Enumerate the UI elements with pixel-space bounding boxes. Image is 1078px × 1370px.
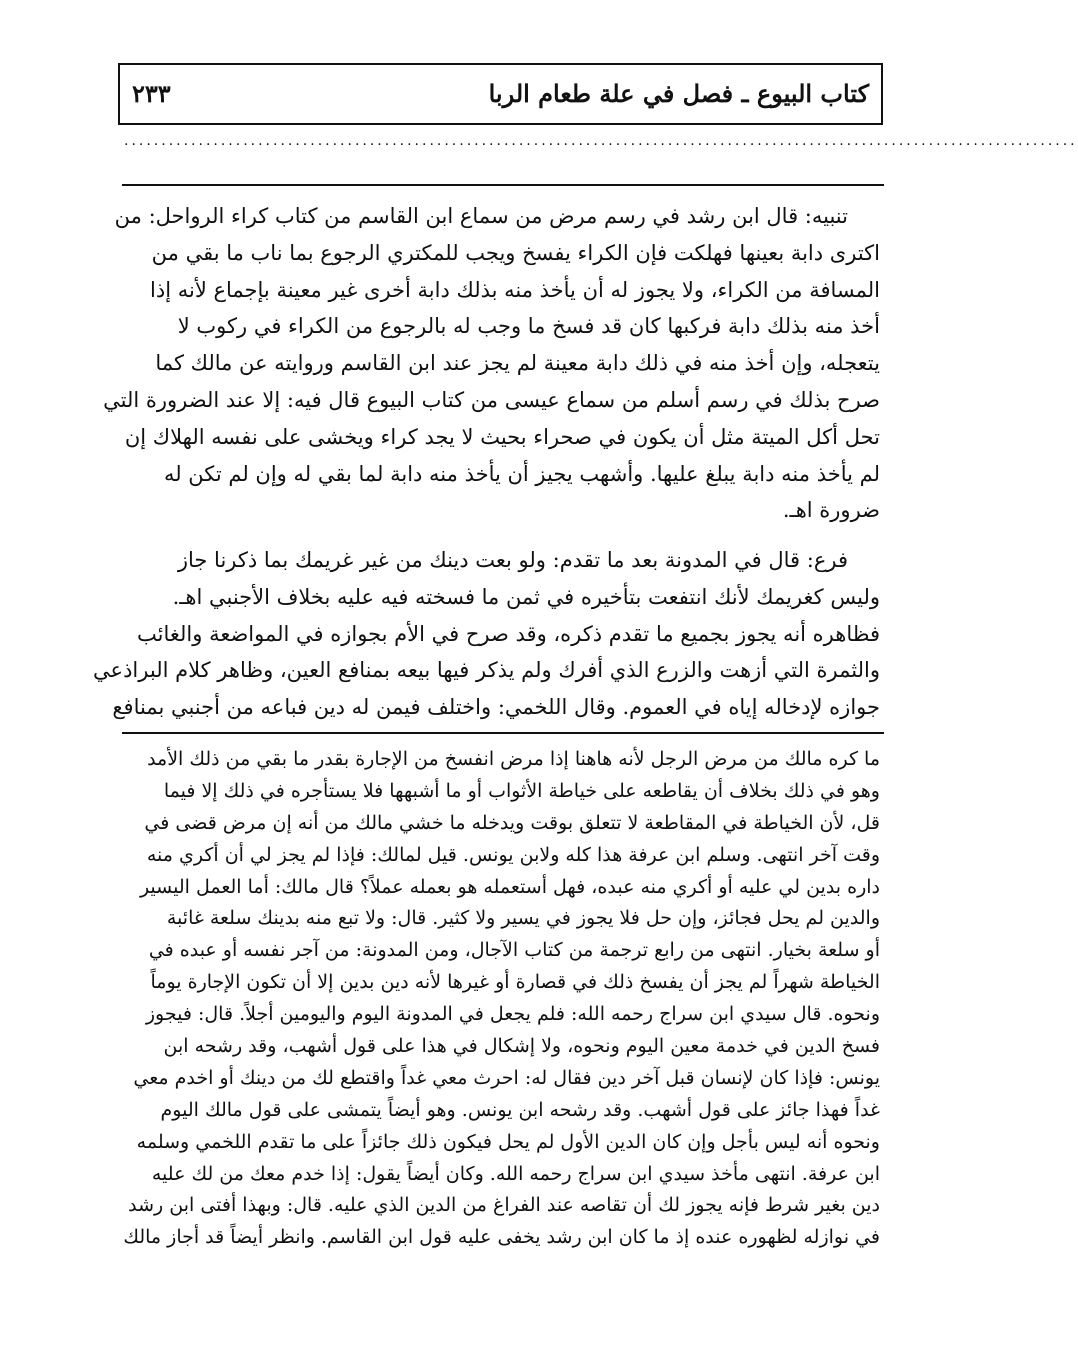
text-line: تنبيه: قال ابن رشد في رسم مرض من سماع ابن القاسم من كتاب كراء الرواحل: من [114, 204, 848, 228]
footnote-line: فسخ الدين في خدمة معين اليوم ونحوه، ولا إشكال في هذا على قول أشهب، وقد رشحه ابن [163, 1035, 880, 1058]
footnote-line: ابن عرفة. انتهى مأخذ سيدي ابن سراج رحمه الله. وكان أيضاً يقول: إذا خدم معك من لك عليه [151, 1162, 880, 1185]
footnote [120, 744, 880, 1254]
text-line: المسافة من الكراء، ولا يجوز له أن يأخذ منه بذلك دابة أخرى غير معينة بإجماع لأنه إذا [150, 277, 880, 302]
footnote-line: ونحوه. قال سيدي ابن سراج رحمه الله: فلم يجعل في المدونة اليوم واليومين أجلاً. قال: فيجوز [145, 1003, 880, 1026]
footnote-line: والدين لم يحل فجائز، وإن حل فلا يجوز في يسير ولا كثير. قال: ولا تبع منه بدينك سلعة غائبة [166, 907, 880, 930]
text-line: فرع: قال في المدونة بعد ما تقدم: ولو بعت دينك من غير غريمك بما ذكرنا جاز [177, 548, 848, 572]
top-rule [122, 184, 884, 186]
second-paragraph [93, 542, 880, 726]
text-line: صرح بذلك في رسم أسلم من سماع عيسى من كتاب البيوع قال فيه: إلا عند الضرورة التي [103, 387, 880, 412]
text-line: يتعجله، وإن أخذ منه في ذلك دابة معينة لم يجز عند ابن القاسم وروايته عن مالك كما [155, 351, 880, 376]
footnote-line: الخياطة شهراً لم يجز أن يفسخ ذلك في قصارة أو غيرها لأنه دين بدين إلا أن تكون الإجارة يوماً [150, 971, 880, 994]
footnote-line: داره بدين لي عليه أو أكري منه عبده، فهل أستعمله هو بعمله عملاً؟ قال مالك: أما العمل اليسير [139, 875, 880, 898]
running-header [118, 63, 883, 125]
text-line: والثمرة التي أزهت والزرع الذي أفرك ولم يذكر فيها بيعه بمنافع العين، وظاهر كلام البراذعي [93, 658, 880, 683]
footnote-line: ما كره مالك من مرض الرجل لأنه هاهنا إذا مرض انفسخ من الإجارة بقدر ما بقي من ذلك الأمد [147, 748, 880, 770]
page-number: ٢٣٣ [132, 79, 171, 108]
footnote-line: أو سلعة بخيار. انتهى من رابع ترجمة من كتاب الآجال، ومن المدونة: من آجر نفسه أو عبده في [148, 939, 880, 962]
footnote-line: وقت آخر انتهى. وسلم ابن عرفة هذا كله ولابن يونس. قيل لمالك: فإذا لم يجز لي أن أكري منه [146, 843, 880, 866]
main-paragraph [103, 198, 880, 529]
text-line: فظاهره أنه يجوز بجميع ما تقدم ذكره، وقد صرح في الأم بجوازه في المواضعة والغائب [137, 621, 880, 646]
text-line: أخذ منه بذلك دابة فركبها كان قد فسخ ما وجب له بالرجوع من الكراء في ركوب لا [177, 314, 880, 339]
text-line: وليس كغريمك لأنك انتفعت بتأخيره في ثمن ما فسخته فيه عليه بخلاف الأجنبي اهـ. [172, 584, 880, 609]
footnote-line: وهو في ذلك بخلاف أن يقاطعه على خياطة الأثواب أو ما أشبهها فلا يستأجره في ذلك إلا فيما [163, 779, 880, 802]
text-line: اكترى دابة بعينها فهلكت فإن الكراء يفسخ ويجب للمكتري الرجوع بما ناب ما بقي من [151, 240, 880, 265]
footnote-line: يونس: فإذا كان لإنسان قبل آخر دين فقال له: احرث معي غداً واقتطع لك من دينك أو اخدم معي [133, 1066, 880, 1089]
text-line: ضرورة اهـ. [782, 498, 880, 523]
dotted-separator: ................................................................................................................................ [124, 133, 1078, 149]
footnote-line: غداً فهذا جائز على قول أشهب. وقد رشحه ابن يونس. وهو أيضاً يتمشى على قول مالك اليوم [160, 1098, 880, 1121]
text-line: جوازه لإدخاله إياه في العموم. وقال اللخمي: واختلف فيمن له دين فباعه من أجنبي بمنافع [112, 695, 880, 720]
footnote-line: ونحوه أنه ليس بأجل وإن كان الدين الأول لم يحل فيكون ذلك جائزاً على ما تقدم اللخمي وسلمه [136, 1130, 880, 1153]
footnote-rule [122, 732, 884, 734]
footnote-line: قل، لأن الخياطة في المقاطعة لا تتعلق بوقت ويدخله ما خشي مالك من أنه إن مرض قضى في [144, 811, 880, 834]
footnote-line: في نوازله لظهوره عنده إذ ما كان ابن رشد يخفى عليه قول ابن القاسم. وانظر أيضاً قد أجاز مالك [123, 1226, 880, 1249]
text-line: لم يأخذ منه دابة يبلغ عليها. وأشهب يجيز أن يأخذ منه دابة لما بقي له وإن لم تكن له [163, 461, 880, 486]
running-header-title: كتاب البيوع ـ فصل في علة طعام الربا [488, 79, 869, 108]
footnote-line: دين بغير شرط فإنه يجوز لك أن تقاصه عند الفراغ من الدين الذي عليه. قال: وبهذا أفتى ابن رشد [128, 1194, 880, 1217]
text-line: تحل أكل الميتة مثل أن يكون في صحراء بحيث لا يجد كراء ويخشى على نفسه الهلاك إن [124, 424, 880, 449]
